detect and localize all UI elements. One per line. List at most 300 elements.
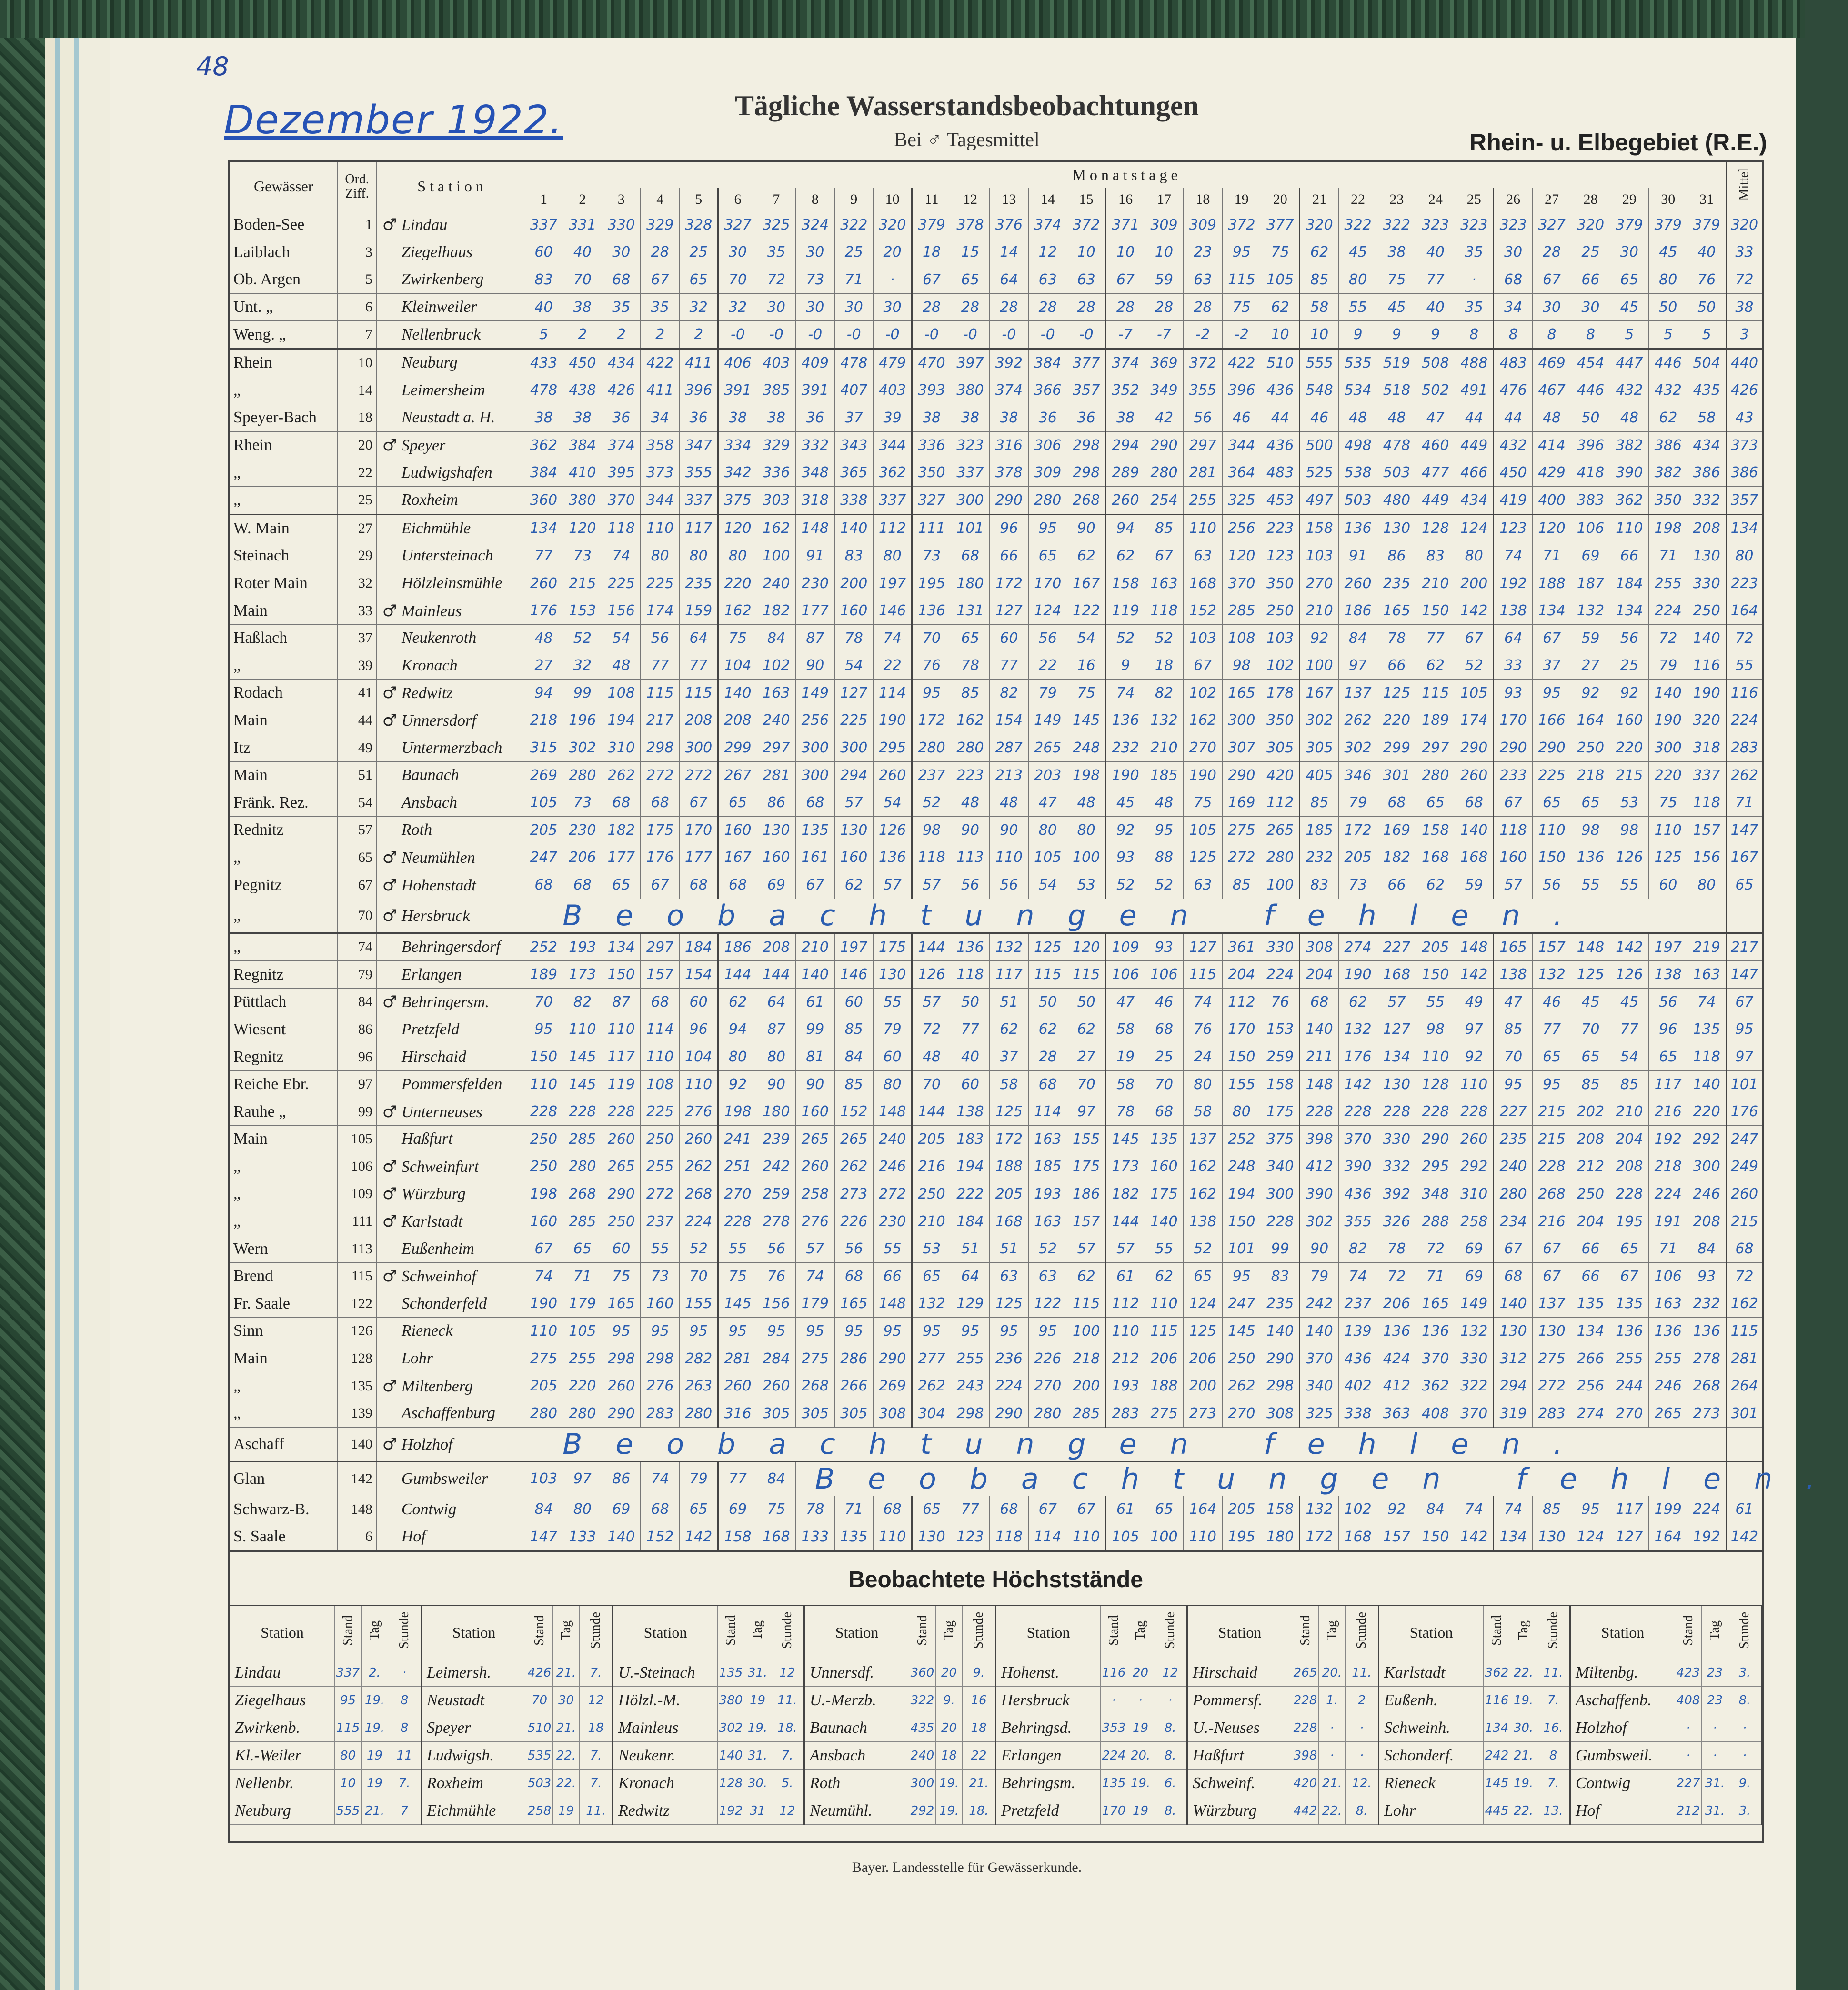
river-name: Ob. Argen <box>229 266 338 294</box>
level-value: 188 <box>1532 570 1571 597</box>
peak-header-label: Tag <box>941 1620 956 1640</box>
table-row <box>229 680 1763 707</box>
level-value: 188 <box>1145 1372 1183 1400</box>
level-value: 270 <box>1184 734 1222 762</box>
level-value: 73 <box>641 1262 679 1290</box>
level-value: 70 <box>679 1262 718 1290</box>
level-value: 374 <box>1028 211 1067 239</box>
level-value: 62 <box>1067 1016 1105 1043</box>
level-value: 58 <box>1106 1070 1145 1098</box>
level-value: 38 <box>1377 239 1416 266</box>
level-value: 272 <box>873 1180 912 1208</box>
level-value: 37 <box>990 1043 1028 1071</box>
day-header: 31 <box>1687 188 1726 211</box>
level-value: 504 <box>1687 349 1726 377</box>
day-header: 26 <box>1494 188 1532 211</box>
peak-hour: 12 <box>771 1659 804 1687</box>
level-value: 131 <box>951 597 989 625</box>
level-value: 125 <box>1184 1318 1222 1345</box>
level-value: 66 <box>990 542 1028 570</box>
level-value: 56 <box>1184 404 1222 432</box>
peak-stand: 240 <box>909 1742 936 1770</box>
station-name: Kleinweiler <box>401 298 477 316</box>
level-value: 105 <box>1455 680 1494 707</box>
level-value: 407 <box>834 377 873 404</box>
peak-day: 19. <box>1510 1770 1537 1797</box>
level-value: 276 <box>796 1208 834 1235</box>
level-value: 53 <box>912 1235 951 1263</box>
level-value: 186 <box>718 933 757 961</box>
peak-station: Miltenbg. <box>1570 1659 1675 1687</box>
level-value: 67 <box>1610 1262 1648 1290</box>
peak-header-label: Tag <box>367 1620 382 1640</box>
page-subtitle: Bei ♂ Tagesmittel <box>894 129 1040 151</box>
level-value: 302 <box>563 734 602 762</box>
level-value: 538 <box>1338 459 1377 487</box>
peak-day: 30. <box>1510 1714 1537 1742</box>
level-value: 483 <box>1261 459 1299 487</box>
level-value: 262 <box>834 1153 873 1180</box>
peak-stand: 170 <box>1101 1797 1127 1825</box>
level-value: 44 <box>1494 404 1532 432</box>
level-value: 36 <box>1028 404 1067 432</box>
ordinal-number: 79 <box>338 961 376 989</box>
level-value: 155 <box>1222 1070 1261 1098</box>
table-row <box>229 293 1763 321</box>
river-name: Rhein <box>229 431 338 459</box>
level-value: 350 <box>1261 570 1299 597</box>
col-header-mittel <box>1726 161 1763 211</box>
level-value: 66 <box>1377 871 1416 899</box>
level-value: 224 <box>679 1208 718 1235</box>
level-value: 265 <box>834 1126 873 1153</box>
peak-day: 22. <box>1510 1659 1537 1687</box>
level-value: 147 <box>524 1523 563 1551</box>
river-name: Main <box>229 1126 338 1153</box>
peak-station: U.-Merzb. <box>804 1687 909 1714</box>
peak-station: Behringsd. <box>996 1714 1101 1742</box>
level-value: 338 <box>1338 1400 1377 1427</box>
level-value: 247 <box>524 844 563 871</box>
peak-stand: 322 <box>909 1687 936 1714</box>
level-value: 65 <box>1649 1043 1687 1071</box>
level-value: 236 <box>990 1345 1028 1372</box>
level-value: 28 <box>990 293 1028 321</box>
peak-hour: 12 <box>1154 1659 1187 1687</box>
level-value: 478 <box>1377 431 1416 459</box>
level-value: 260 <box>718 1372 757 1400</box>
level-value: 74 <box>1494 542 1532 570</box>
level-value: 405 <box>1300 761 1338 789</box>
table-row <box>229 1461 1763 1496</box>
level-value: 35 <box>757 239 795 266</box>
peak-hour: 18 <box>580 1714 613 1742</box>
peak-station: Contwig <box>1570 1770 1675 1797</box>
peak-stand: 140 <box>718 1742 744 1770</box>
level-value: 61 <box>1106 1496 1145 1523</box>
binder-cover <box>0 0 45 1990</box>
level-value: 150 <box>1416 1523 1455 1551</box>
level-value: 198 <box>1649 514 1687 542</box>
level-value: 145 <box>563 1070 602 1098</box>
level-value: 198 <box>718 1098 757 1126</box>
level-value: 127 <box>1184 933 1222 961</box>
level-value: 177 <box>796 597 834 625</box>
level-value: 118 <box>1494 817 1532 844</box>
level-value: 361 <box>1222 933 1261 961</box>
level-value: 385 <box>757 377 795 404</box>
page-title: Tägliche Wasserstandsbeobachtungen <box>734 90 1199 121</box>
daily-mean-mark-icon: ♂ <box>382 1434 397 1454</box>
station-name: Hohenstadt <box>401 876 476 894</box>
level-value: 290 <box>1416 1126 1455 1153</box>
station-cell <box>376 321 524 349</box>
level-value: 115 <box>1222 266 1261 294</box>
level-value: 118 <box>912 844 951 871</box>
level-value: 112 <box>1261 789 1299 817</box>
level-value: 350 <box>1649 486 1687 514</box>
level-value: 290 <box>602 1180 641 1208</box>
level-value: 250 <box>524 1153 563 1180</box>
level-value: 38 <box>718 404 757 432</box>
level-value: 95 <box>834 1318 873 1345</box>
level-value: 95 <box>990 1318 1028 1345</box>
level-value: 377 <box>1067 349 1105 377</box>
station-name: Rieneck <box>401 1322 453 1340</box>
station-cell <box>376 293 524 321</box>
ordinal-number: 54 <box>338 789 376 817</box>
level-value: 349 <box>1145 377 1183 404</box>
peak-station: Ludwigsh. <box>422 1742 526 1770</box>
level-value: 27 <box>524 652 563 680</box>
level-value: 133 <box>563 1523 602 1551</box>
peak-hour: 22 <box>963 1742 996 1770</box>
level-value: 298 <box>951 1400 989 1427</box>
peak-stand: 115 <box>335 1714 362 1742</box>
level-value: 436 <box>1338 1180 1377 1208</box>
peak-header-station: Station <box>1187 1606 1292 1659</box>
day-header: 13 <box>990 188 1028 211</box>
level-value: 170 <box>1222 1016 1261 1043</box>
daily-mean-mark-icon: ♂ <box>382 875 397 895</box>
level-value: 256 <box>1571 1372 1610 1400</box>
level-value: 85 <box>834 1016 873 1043</box>
level-value: 548 <box>1300 377 1338 404</box>
level-value: 95 <box>1571 1496 1610 1523</box>
level-value: 320 <box>1300 211 1338 239</box>
table-row <box>229 871 1763 899</box>
level-value: 469 <box>1532 349 1571 377</box>
station-name: Neukenroth <box>401 629 477 647</box>
station-name: Haßfurt <box>401 1130 453 1148</box>
level-value: 434 <box>1687 431 1726 459</box>
level-value: 136 <box>1377 1318 1416 1345</box>
level-value: 450 <box>1494 459 1532 487</box>
level-value: 110 <box>1532 817 1571 844</box>
publisher-footer: Bayer. Landesstelle für Gewässerkunde. <box>852 1860 1082 1875</box>
river-name: Schwarz-B. <box>229 1496 338 1523</box>
level-value: 164 <box>1184 1496 1222 1523</box>
monthly-mean: 386 <box>1726 459 1763 487</box>
level-value: 134 <box>1377 1043 1416 1071</box>
level-value: 289 <box>1106 459 1145 487</box>
level-value: 155 <box>1067 1126 1105 1153</box>
peak-header-stand <box>526 1606 553 1659</box>
level-value: 54 <box>1067 624 1105 652</box>
table-row <box>229 652 1763 680</box>
level-value: 384 <box>563 431 602 459</box>
level-value: 55 <box>641 1235 679 1263</box>
level-value: -0 <box>1067 321 1105 349</box>
peak-day: · <box>1702 1714 1728 1742</box>
level-value: 120 <box>1067 933 1105 961</box>
level-value: 150 <box>1222 1208 1261 1235</box>
level-value: 63 <box>990 1262 1028 1290</box>
daily-mean-mark-icon: ♂ <box>382 1267 397 1286</box>
level-value: 306 <box>1028 431 1067 459</box>
level-value: 82 <box>1145 680 1183 707</box>
peak-header-tag <box>553 1606 580 1659</box>
level-value: 195 <box>1222 1523 1261 1551</box>
level-value: 50 <box>1028 989 1067 1016</box>
level-value: 195 <box>1610 1208 1648 1235</box>
level-value: 34 <box>641 404 679 432</box>
level-value: 106 <box>1145 961 1183 989</box>
daily-mean-mark-icon: ♂ <box>382 1102 397 1121</box>
level-value: 59 <box>1571 624 1610 652</box>
level-value: 126 <box>873 817 912 844</box>
level-value: 114 <box>873 680 912 707</box>
level-value: · <box>873 266 912 294</box>
station-name: Ansbach <box>401 793 457 811</box>
river-name: Pegnitz <box>229 871 338 899</box>
level-value: 269 <box>524 761 563 789</box>
level-value: 192 <box>1649 1126 1687 1153</box>
monthly-mean: 116 <box>1726 680 1763 707</box>
station-cell <box>376 899 524 933</box>
day-header: 14 <box>1028 188 1067 211</box>
peak-stand: 445 <box>1484 1797 1510 1825</box>
level-value: 65 <box>1028 542 1067 570</box>
peak-stand: 420 <box>1292 1770 1319 1797</box>
monthly-mean: 38 <box>1726 293 1763 321</box>
level-value: 420 <box>1261 761 1299 789</box>
level-value: 69 <box>1455 1235 1494 1263</box>
level-value: 47 <box>1416 404 1455 432</box>
level-value: 72 <box>1649 624 1687 652</box>
level-value: 105 <box>1184 817 1222 844</box>
level-value: 215 <box>1532 1126 1571 1153</box>
level-value: 285 <box>563 1126 602 1153</box>
level-value: 110 <box>1106 1318 1145 1345</box>
station-cell <box>376 933 524 961</box>
station-name: Schonderfeld <box>401 1294 487 1312</box>
peak-day: · <box>1319 1742 1346 1770</box>
level-value: 265 <box>1028 734 1067 762</box>
level-value: 175 <box>1261 1098 1299 1126</box>
peak-header-label: Stunde <box>588 1612 603 1649</box>
ordinal-number: 57 <box>338 817 376 844</box>
station-name: Schweinhof <box>401 1268 476 1286</box>
level-value: 162 <box>1184 707 1222 734</box>
level-value: 232 <box>1687 1290 1726 1318</box>
level-value: 85 <box>1610 1070 1648 1098</box>
level-value: 235 <box>1377 570 1416 597</box>
level-value: 195 <box>912 570 951 597</box>
station-name: Unnersdorf <box>401 711 476 730</box>
level-value: 331 <box>563 211 602 239</box>
monthly-mean: 164 <box>1726 597 1763 625</box>
level-value: 149 <box>1028 707 1067 734</box>
level-value: 168 <box>757 1523 795 1551</box>
ordinal-number: 105 <box>338 1126 376 1153</box>
station-name: Hirschaid <box>401 1048 466 1066</box>
level-value: 144 <box>757 961 795 989</box>
level-value: 237 <box>912 761 951 789</box>
level-value: 40 <box>1416 293 1455 321</box>
level-value: 125 <box>1377 680 1416 707</box>
level-value: 69 <box>718 1496 757 1523</box>
peak-station: Behringsm. <box>996 1770 1101 1797</box>
level-value: 503 <box>1338 486 1377 514</box>
station-cell <box>376 761 524 789</box>
station-cell <box>376 597 524 625</box>
level-value: 110 <box>1067 1523 1105 1551</box>
level-value: 85 <box>1145 514 1183 542</box>
level-value: 152 <box>641 1523 679 1551</box>
level-value: 124 <box>1455 514 1494 542</box>
station-cell <box>376 349 524 377</box>
peak-row <box>230 1797 1762 1825</box>
monthly-mean: 65 <box>1726 871 1763 899</box>
level-value: 45 <box>1106 789 1145 817</box>
level-value: 156 <box>602 597 641 625</box>
level-value: 157 <box>1377 1523 1416 1551</box>
level-value: 254 <box>1145 486 1183 514</box>
level-value: 220 <box>1610 734 1648 762</box>
level-value: 392 <box>990 349 1028 377</box>
level-value: 95 <box>1222 1262 1261 1290</box>
peak-stand: 510 <box>526 1714 553 1742</box>
level-value: 92 <box>1300 624 1338 652</box>
level-value: 8 <box>1494 321 1532 349</box>
level-value: 197 <box>873 570 912 597</box>
level-value: 270 <box>1028 1372 1067 1400</box>
level-value: 163 <box>1649 1290 1687 1318</box>
level-value: 100 <box>757 542 795 570</box>
level-value: 148 <box>873 1290 912 1318</box>
level-value: 85 <box>1222 871 1261 899</box>
level-value: 134 <box>1494 1523 1532 1551</box>
level-value: 67 <box>1532 1235 1571 1263</box>
level-value: 290 <box>990 486 1028 514</box>
level-value: 220 <box>1687 1098 1726 1126</box>
level-value: 172 <box>1338 817 1377 844</box>
level-value: 136 <box>1106 707 1145 734</box>
station-cell <box>376 1400 524 1427</box>
level-value: 56 <box>757 1235 795 1263</box>
peak-hour: · <box>1346 1742 1379 1770</box>
level-value: 412 <box>1300 1153 1338 1180</box>
level-value: 51 <box>951 1235 989 1263</box>
level-value: 119 <box>602 1070 641 1098</box>
level-value: 38 <box>563 293 602 321</box>
level-value: 180 <box>757 1098 795 1126</box>
peak-station: Erlangen <box>996 1742 1101 1770</box>
level-value: 305 <box>757 1400 795 1427</box>
peak-hour: 7. <box>771 1742 804 1770</box>
level-value: 150 <box>1416 961 1455 989</box>
level-value: 304 <box>912 1400 951 1427</box>
daily-mean-mark-icon: ♂ <box>382 1376 397 1396</box>
level-value: 38 <box>912 404 951 432</box>
level-value: 54 <box>602 624 641 652</box>
level-value: 135 <box>1571 1290 1610 1318</box>
day-header: 18 <box>1184 188 1222 211</box>
level-value: 323 <box>1455 211 1494 239</box>
peak-day: 19 <box>362 1742 388 1770</box>
peak-header-label: Stand <box>340 1615 355 1646</box>
level-value: 92 <box>1377 1496 1416 1523</box>
peak-stand: 337 <box>335 1659 362 1687</box>
river-name: Wiesent <box>229 1016 338 1043</box>
level-value: 86 <box>757 789 795 817</box>
level-value: 300 <box>796 734 834 762</box>
peak-stand: · <box>1675 1714 1702 1742</box>
level-value: 318 <box>796 486 834 514</box>
level-value: 132 <box>912 1290 951 1318</box>
peak-levels-title: Beobachtete Höchststände <box>848 1567 1143 1592</box>
level-value: 196 <box>563 707 602 734</box>
level-value: 130 <box>1494 1318 1532 1345</box>
level-value: 250 <box>524 1126 563 1153</box>
level-value: 87 <box>757 1016 795 1043</box>
level-value: 9 <box>1106 652 1145 680</box>
station-name: Ziegelhaus <box>401 243 473 261</box>
peak-hour: 7. <box>580 1742 613 1770</box>
river-name: Laiblach <box>229 239 338 266</box>
level-value: 157 <box>1532 933 1571 961</box>
level-value: 424 <box>1377 1345 1416 1372</box>
river-name: Püttlach <box>229 989 338 1016</box>
level-value: 84 <box>757 624 795 652</box>
peak-day: 30. <box>744 1770 771 1797</box>
peak-stand: 292 <box>909 1797 936 1825</box>
level-value: 173 <box>1106 1153 1145 1180</box>
peak-day: 31. <box>744 1659 771 1687</box>
level-value: 309 <box>1145 211 1183 239</box>
level-value: 136 <box>912 597 951 625</box>
level-value: 190 <box>524 1290 563 1318</box>
peak-stand: 408 <box>1675 1687 1702 1714</box>
level-value: 204 <box>1610 1126 1648 1153</box>
river-name: Weng. „ <box>229 321 338 349</box>
station-cell <box>376 1262 524 1290</box>
level-value: 130 <box>757 817 795 844</box>
level-value: 212 <box>1106 1345 1145 1372</box>
table-row <box>229 899 1763 933</box>
level-value: 110 <box>679 1070 718 1098</box>
level-value: 68 <box>1145 1016 1183 1043</box>
level-value: 66 <box>1571 266 1610 294</box>
peak-header-stunde <box>1154 1606 1187 1659</box>
peak-stand: 503 <box>526 1770 553 1797</box>
level-value: 508 <box>1416 349 1455 377</box>
level-value: 92 <box>1455 1043 1494 1071</box>
cover-top-strip <box>0 0 1805 38</box>
level-value: 280 <box>563 1153 602 1180</box>
monthly-mean: 68 <box>1726 1235 1763 1263</box>
